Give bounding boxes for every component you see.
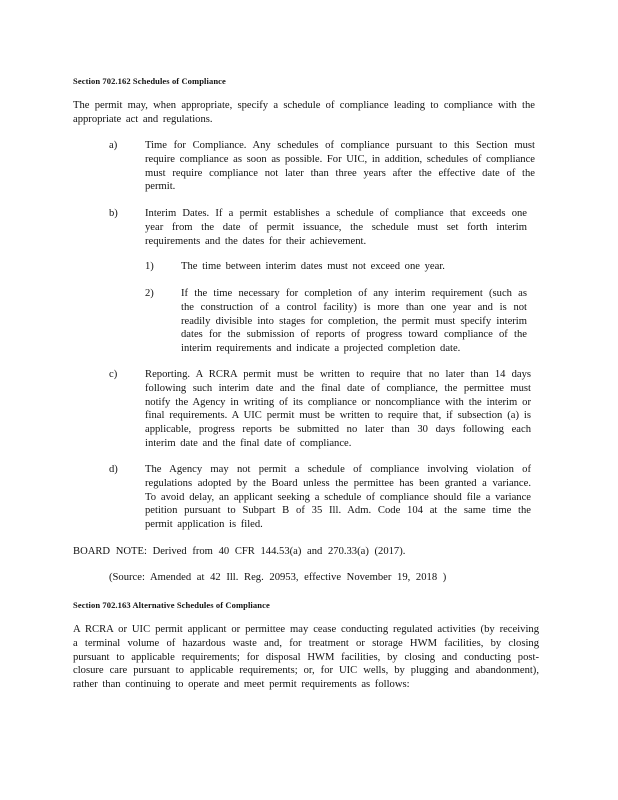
item-a-text: Time for Compliance. Any schedules of compliance pursuant to this Section must require compliance as soon as possible. For UIC, in addition, schedules of compliance must require compliance not later than three years after the effective date of the permit. xyxy=(145,140,535,193)
section-heading: Section 702.162 Schedules of Compliance xyxy=(73,76,226,86)
intro-paragraph: A RCRA or UIC permit applicant or permittee may cease conducting regulated activities (by receiving a terminal volume of hazardous waste and, for treatment or storage HWM facilities, by closing pursuant to applicable requirements; for disposal HWM facilities, by closing and conducting post-closure care pursuant to applicable requirements; or, for UIC wells, by plugging and abandonment), rather than continuing to operate and meet permit requirements as follows: xyxy=(73,624,539,691)
item-d-text: The Agency may not permit a schedule of compliance involving violation of regulations adopted by the Board unless the permittee has been granted a variance. To avoid delay, an applicant seeking a schedule of compliance should file a variance petition pursuant to Subpart B of 35 Ill. Adm. Code 104 at the same time the permit application is filed. xyxy=(145,464,531,531)
item-c-text: Reporting. A RCRA permit must be written to require that no later than 14 days following such interim date and the final date of compliance, the permittee must notify the Agency in writing of its compliance or noncompliance with the interim or final requirements. A UIC permit must be written to require that, if subsection (a) is applicable, progress reports be submitted no later than 30 days following each interim date and the final date of compliance. xyxy=(145,369,531,449)
subitem-marker: 1) xyxy=(145,261,154,272)
item-marker: a) xyxy=(109,140,118,151)
subitem-marker: 2) xyxy=(145,288,154,299)
item-marker: b) xyxy=(109,208,118,219)
section-heading: Section 702.163 Alternative Schedules of Compliance xyxy=(73,600,270,610)
item-marker: d) xyxy=(109,464,118,475)
board-note: BOARD NOTE: Derived from 40 CFR 144.53(a) and 270.33(a) (2017). xyxy=(73,546,406,557)
intro-paragraph: The permit may, when appropriate, specify a schedule of compliance leading to compliance with the appropriate act and regulations. xyxy=(73,100,535,125)
subitem-2-text: If the time necessary for completion of any interim requirement (such as the construction of a control facility) is more than one year and is not readily divisible into stages for completion, the permit must specify interim dates for the submission of reports of progress toward compliance of the interim requirements and indicate a projected completion date. xyxy=(181,288,527,355)
subitem-1-text: The time between interim dates must not exceed one year. xyxy=(181,261,445,272)
source-note: (Source: Amended at 42 Ill. Reg. 20953, effective November 19, 2018 ) xyxy=(109,572,447,583)
item-b-text: Interim Dates. If a permit establishes a schedule of compliance that exceeds one year from the date of permit issuance, the schedule must set forth interim requirements and the dates for their achievement. xyxy=(145,208,527,247)
item-marker: c) xyxy=(109,369,118,380)
